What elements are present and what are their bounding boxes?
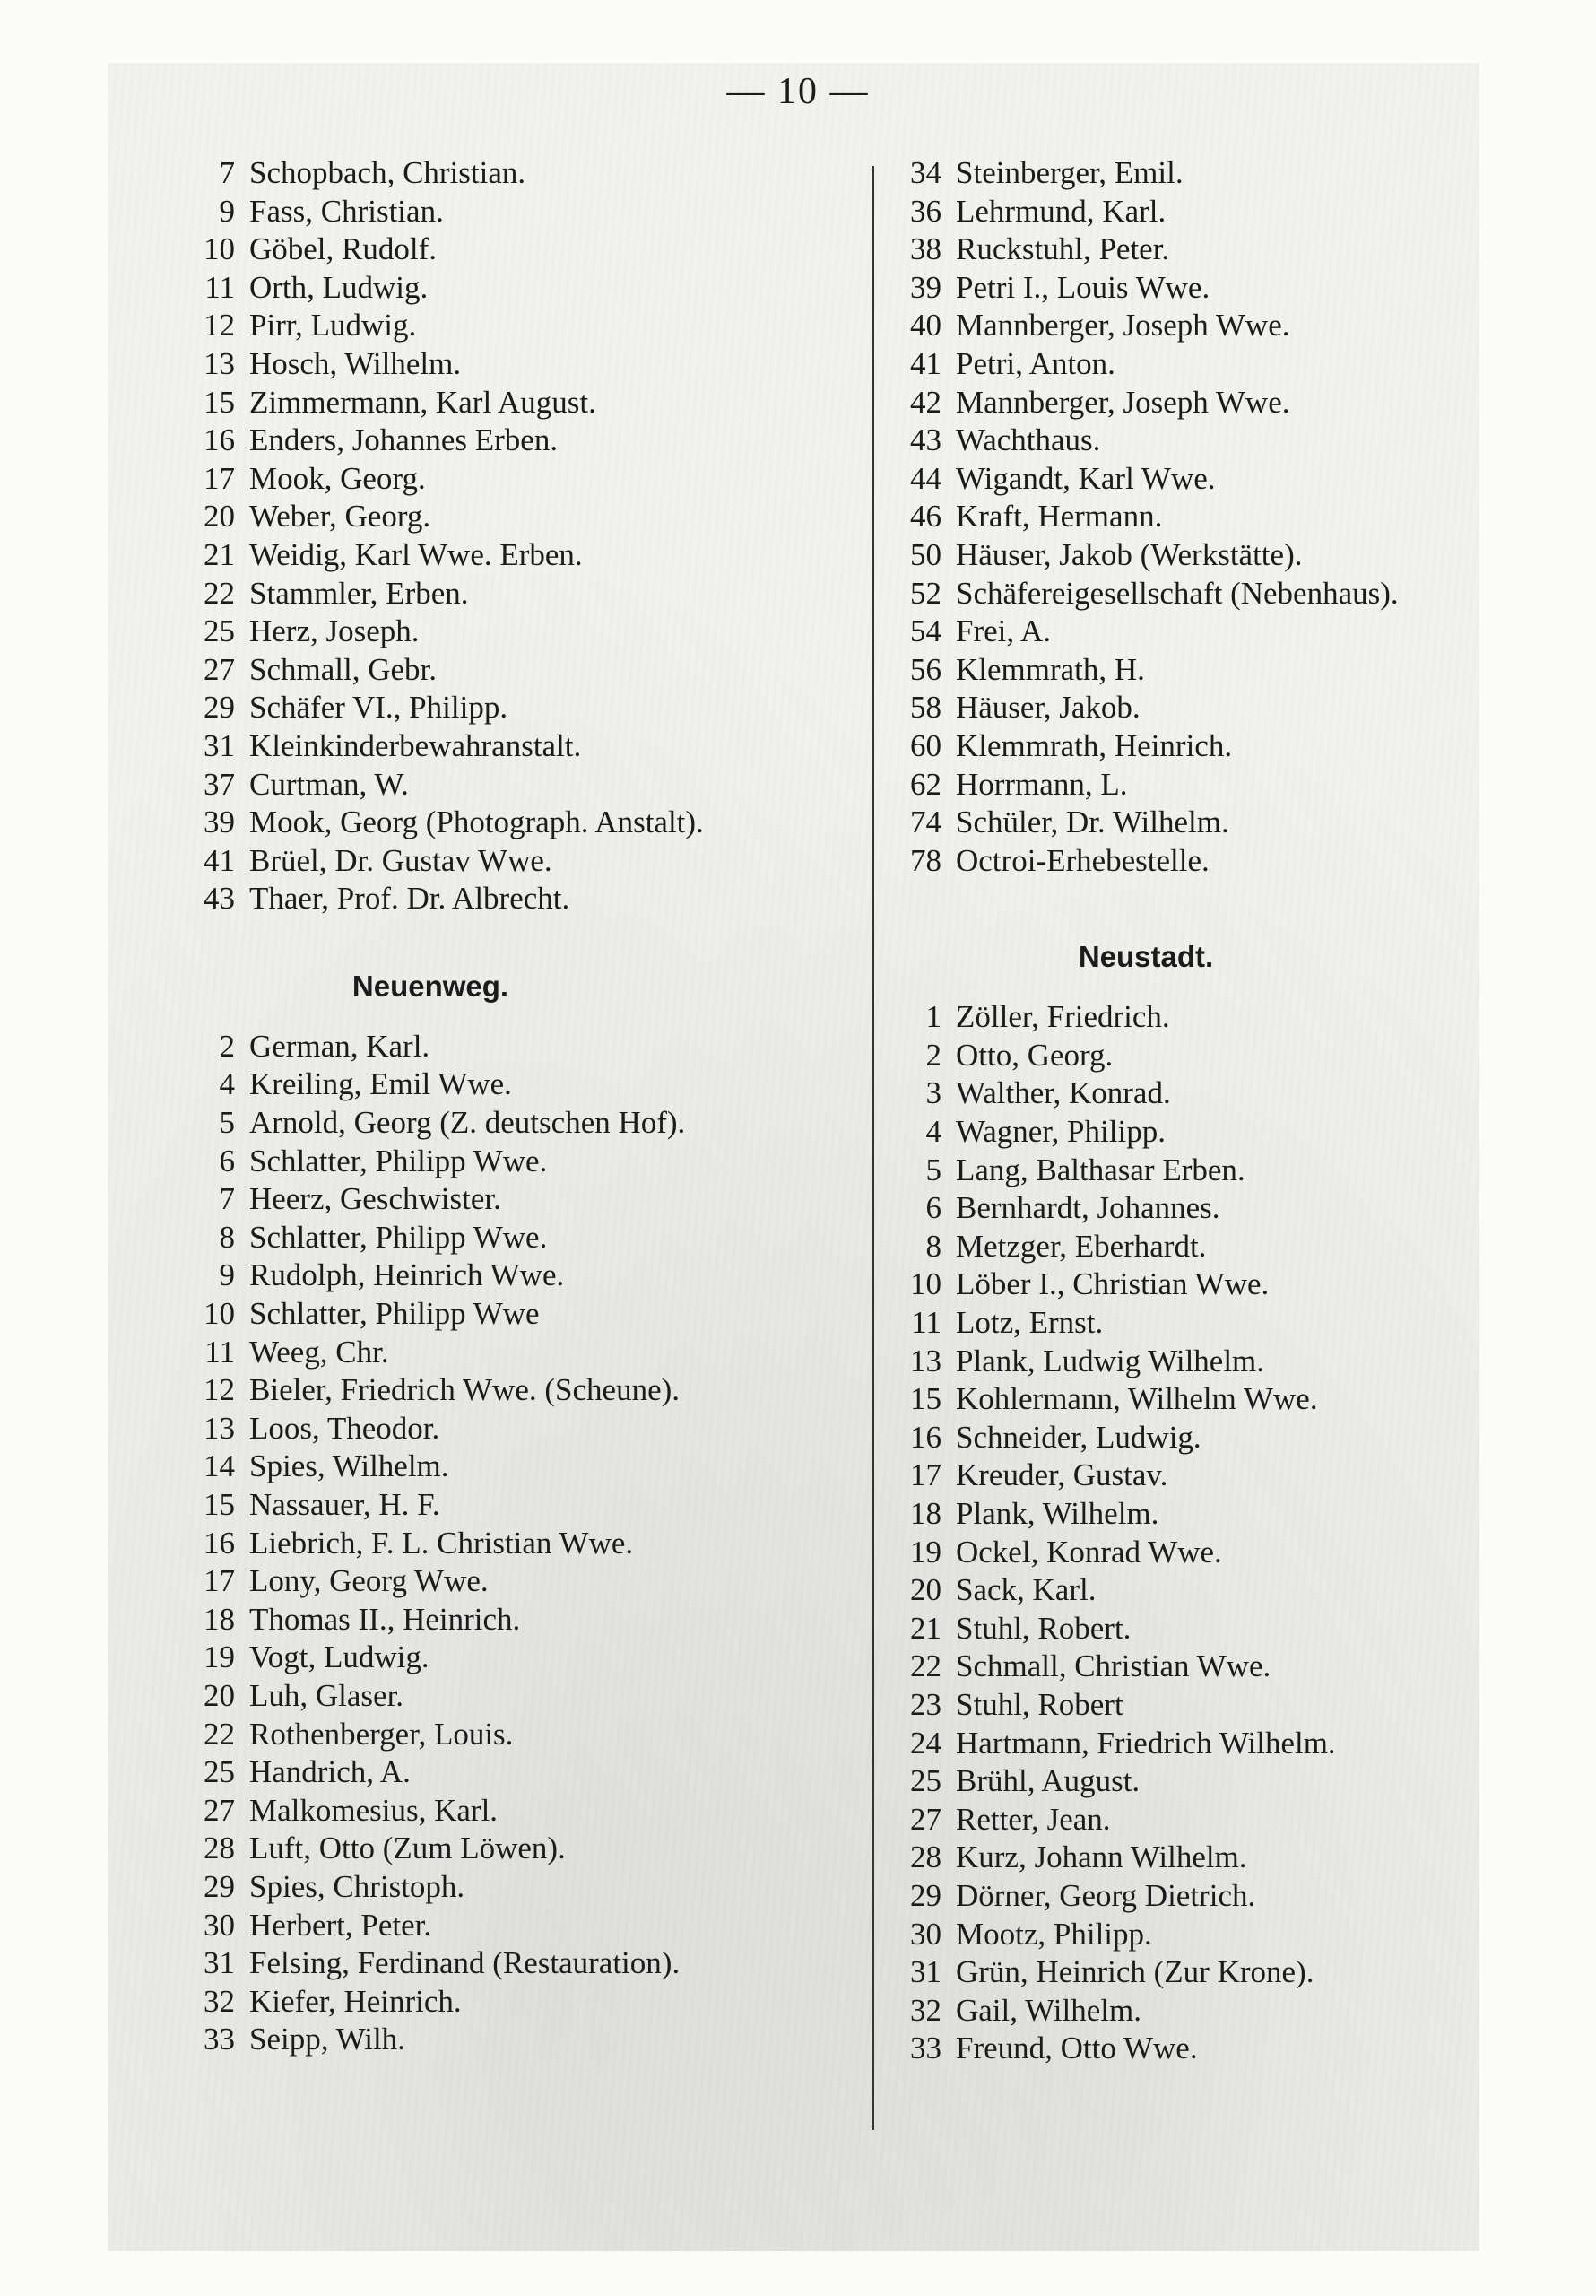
address-entry — [886, 727, 1531, 766]
house-number: 27 — [204, 1792, 235, 1828]
house-number: 10 — [204, 231, 235, 267]
resident-name: Kurz, Johann Wilhelm. — [956, 1839, 1247, 1875]
address-entry — [886, 1762, 1531, 1801]
address-entry — [886, 613, 1531, 651]
house-number: 50 — [910, 536, 941, 572]
resident-name: Malkomesius, Karl. — [249, 1792, 499, 1828]
address-entry — [179, 1868, 879, 1907]
resident-name: Thaer, Prof. Dr. Albrecht. — [249, 881, 570, 917]
resident-name: Schlatter, Philipp Wwe. — [249, 1143, 548, 1178]
house-number: 5 — [925, 1152, 941, 1187]
resident-name: Freund, Otto Wwe. — [956, 2031, 1198, 2066]
resident-name: Fass, Christian. — [249, 193, 444, 229]
house-number: 39 — [204, 804, 235, 840]
resident-name: Kraft, Hermann. — [956, 499, 1163, 535]
resident-name: Kleinkinderbewahranstalt. — [249, 727, 582, 763]
house-number: 30 — [204, 1907, 235, 1943]
resident-name: Göbel, Rudolf. — [249, 231, 438, 267]
resident-name: Steinberger, Emil. — [956, 155, 1184, 190]
address-entry — [179, 1983, 879, 2022]
resident-name: Octroi-Erhebestelle. — [956, 842, 1210, 878]
address-entry — [179, 727, 879, 766]
address-entry — [886, 1113, 1531, 1152]
resident-name: Stuhl, Robert. — [956, 1610, 1132, 1646]
house-number: 16 — [204, 1525, 235, 1561]
page-number: — 10 — — [726, 71, 870, 112]
address-entry — [179, 1944, 879, 1983]
resident-name: Nassauer, H. F. — [249, 1487, 440, 1522]
address-entry — [886, 1495, 1531, 1534]
house-number: 17 — [910, 1457, 941, 1493]
resident-name: Stuhl, Robert — [956, 1686, 1123, 1722]
address-entry — [179, 575, 879, 613]
house-number: 2 — [219, 1028, 235, 1064]
resident-name: Luft, Otto (Zum Löwen). — [249, 1831, 566, 1866]
address-entry — [179, 1143, 879, 1181]
resident-name: Zöller, Friedrich. — [956, 999, 1170, 1035]
address-entry — [179, 1830, 879, 1868]
resident-name: Ockel, Konrad Wwe. — [956, 1534, 1222, 1570]
address-entry — [179, 880, 879, 918]
house-number: 17 — [204, 1563, 235, 1599]
address-entry — [179, 1677, 879, 1716]
section-heading-neuenweg: Neuenweg. — [351, 969, 509, 1003]
house-number: 12 — [204, 1372, 235, 1408]
address-entry — [179, 1104, 879, 1143]
address-entry — [179, 1753, 879, 1792]
resident-name: Schäfereigesellschaft (Nebenhaus). — [956, 575, 1399, 611]
resident-name: Schmall, Christian Wwe. — [956, 1648, 1271, 1684]
house-number: 74 — [910, 804, 941, 840]
house-number: 6 — [219, 1143, 235, 1178]
house-number: 11 — [204, 269, 235, 305]
resident-name: Handrich, A. — [249, 1754, 411, 1790]
resident-name: Orth, Ludwig. — [249, 269, 429, 305]
house-number: 27 — [910, 1801, 941, 1837]
house-number: 41 — [910, 345, 941, 381]
resident-name: Stammler, Erben. — [249, 575, 469, 611]
resident-name: Thomas II., Heinrich. — [249, 1601, 521, 1637]
house-number: 38 — [910, 231, 941, 267]
address-entry — [886, 1228, 1531, 1266]
house-number: 11 — [204, 1334, 235, 1370]
resident-name: Kreiling, Emil Wwe. — [249, 1066, 512, 1102]
house-number: 25 — [204, 613, 235, 649]
resident-name: Heerz, Geschwister. — [249, 1181, 501, 1217]
house-number: 33 — [910, 2031, 941, 2066]
address-entry — [179, 804, 879, 842]
house-number: 5 — [219, 1105, 235, 1141]
house-number: 15 — [204, 1487, 235, 1522]
house-number: 10 — [204, 1296, 235, 1332]
section-gap — [179, 918, 879, 945]
house-number: 17 — [204, 460, 235, 496]
address-entry — [179, 1525, 879, 1563]
resident-name: Weeg, Chr. — [249, 1334, 389, 1370]
resident-name: Plank, Ludwig Wilhelm. — [956, 1343, 1265, 1378]
house-number: 30 — [910, 1916, 941, 1952]
address-entry — [179, 1448, 879, 1486]
resident-name: Hartmann, Friedrich Wilhelm. — [956, 1725, 1336, 1761]
address-entry — [179, 269, 879, 308]
resident-name: Dörner, Georg Dietrich. — [956, 1877, 1256, 1913]
resident-name: Klemmrath, H. — [956, 651, 1145, 687]
address-entry — [179, 1410, 879, 1448]
address-entry — [179, 422, 879, 460]
resident-name: Pirr, Ludwig. — [249, 308, 417, 344]
address-entry — [179, 1486, 879, 1525]
resident-name: Arnold, Georg (Z. deutschen Hof). — [249, 1105, 686, 1141]
resident-name: Schüler, Dr. Wilhelm. — [956, 804, 1229, 840]
address-entry — [886, 1343, 1531, 1381]
address-entry — [179, 230, 879, 269]
resident-name: Brühl, August. — [956, 1763, 1141, 1799]
address-entry — [886, 2030, 1531, 2068]
address-entry — [179, 1792, 879, 1831]
address-entry — [179, 842, 879, 881]
house-number: 58 — [910, 690, 941, 726]
address-entry — [886, 1725, 1531, 1763]
address-entry — [886, 536, 1531, 575]
address-entry — [179, 689, 879, 727]
resident-name: Lehrmund, Karl. — [956, 193, 1167, 229]
address-entry — [886, 230, 1531, 269]
address-entry — [886, 1074, 1531, 1113]
address-entry — [886, 689, 1531, 727]
house-number: 7 — [219, 1181, 235, 1217]
address-entry — [886, 1992, 1531, 2031]
address-entry — [886, 1457, 1531, 1495]
address-entry — [179, 154, 879, 193]
resident-name: Kiefer, Heinrich. — [249, 1983, 462, 2019]
resident-name: Spies, Christoph. — [249, 1868, 465, 1904]
resident-name: Schlatter, Philipp Wwe. — [249, 1219, 548, 1255]
house-number: 1 — [925, 999, 941, 1035]
house-number: 43 — [910, 422, 941, 458]
address-entry — [886, 1877, 1531, 1916]
address-entry — [886, 1304, 1531, 1343]
address-entry — [886, 1265, 1531, 1304]
resident-name: Ruckstuhl, Peter. — [956, 231, 1170, 267]
resident-name: Löber I., Christian Wwe. — [956, 1266, 1270, 1302]
house-number: 31 — [204, 1945, 235, 1981]
house-number: 13 — [204, 345, 235, 381]
resident-name: Retter, Jean. — [956, 1801, 1111, 1837]
house-number: 36 — [910, 193, 941, 229]
address-entry — [179, 1601, 879, 1639]
address-entry — [179, 460, 879, 499]
address-entry — [886, 154, 1531, 193]
resident-name: Mannberger, Joseph Wwe. — [956, 308, 1290, 344]
address-entry — [886, 1571, 1531, 1610]
resident-name: Schlatter, Philipp Wwe — [249, 1296, 540, 1332]
address-entry — [886, 1916, 1531, 1954]
address-entry — [886, 1189, 1531, 1228]
house-number: 15 — [204, 384, 235, 420]
resident-name: Brüel, Dr. Gustav Wwe. — [249, 842, 552, 878]
house-number: 13 — [910, 1343, 941, 1378]
house-number: 21 — [910, 1610, 941, 1646]
resident-name: Plank, Wilhelm. — [956, 1496, 1159, 1531]
house-number: 46 — [910, 499, 941, 535]
address-entry — [179, 536, 879, 575]
house-number: 20 — [204, 499, 235, 535]
address-entry — [886, 1648, 1531, 1686]
address-entry — [179, 1065, 879, 1104]
house-number: 62 — [910, 766, 941, 802]
house-number: 52 — [910, 575, 941, 611]
house-number: 32 — [910, 1992, 941, 2028]
resident-name: Walther, Konrad. — [956, 1075, 1171, 1111]
resident-name: Mootz, Philipp. — [956, 1916, 1152, 1952]
house-number: 37 — [204, 766, 235, 802]
resident-name: Herbert, Peter. — [249, 1907, 432, 1943]
resident-name: Petri I., Louis Wwe. — [956, 269, 1210, 305]
resident-name: Wachthaus. — [956, 422, 1101, 458]
house-number: 29 — [204, 690, 235, 726]
resident-name: Rudolph, Heinrich Wwe. — [249, 1257, 565, 1293]
house-number: 23 — [910, 1686, 941, 1722]
resident-name: Weidig, Karl Wwe. Erben. — [249, 536, 583, 572]
resident-name: Frei, A. — [956, 613, 1051, 649]
house-number: 4 — [219, 1066, 235, 1102]
resident-name: Luh, Glaser. — [249, 1677, 404, 1713]
resident-name: Lony, Georg Wwe. — [249, 1563, 489, 1599]
section-heading-neustadt: Neustadt. — [1078, 940, 1214, 974]
resident-name: Felsing, Ferdinand (Restauration). — [249, 1945, 681, 1981]
house-number: 18 — [204, 1601, 235, 1637]
address-entry — [886, 384, 1531, 422]
resident-name: Klemmrath, Heinrich. — [956, 727, 1233, 763]
resident-name: Schopbach, Christian. — [249, 155, 526, 190]
resident-name: Otto, Georg. — [956, 1037, 1114, 1073]
house-number: 6 — [925, 1190, 941, 1226]
house-number: 28 — [910, 1839, 941, 1875]
address-entry — [886, 1534, 1531, 1572]
house-number: 41 — [204, 842, 235, 878]
resident-name: Seipp, Wilh. — [249, 2022, 405, 2057]
address-entry — [886, 842, 1531, 881]
resident-name: Weber, Georg. — [249, 499, 431, 535]
resident-name: Rothenberger, Louis. — [249, 1716, 514, 1752]
resident-name: Kreuder, Gustav. — [956, 1457, 1168, 1493]
house-number: 31 — [204, 727, 235, 763]
resident-name: Liebrich, F. L. Christian Wwe. — [249, 1525, 634, 1561]
address-entry — [886, 1037, 1531, 1075]
resident-name: Herz, Joseph. — [249, 613, 420, 649]
house-number: 31 — [910, 1954, 941, 1990]
address-entry — [886, 1419, 1531, 1457]
address-entry — [886, 460, 1531, 499]
resident-name: Mook, Georg. — [249, 460, 426, 496]
house-number: 12 — [204, 308, 235, 344]
house-number: 20 — [204, 1677, 235, 1713]
address-entry — [886, 498, 1531, 536]
section-gap — [886, 880, 1531, 916]
resident-name: Zimmermann, Karl August. — [249, 384, 596, 420]
house-number: 16 — [204, 422, 235, 458]
house-number: 2 — [925, 1037, 941, 1073]
address-entry — [179, 651, 879, 690]
resident-name: Häuser, Jakob. — [956, 690, 1141, 726]
resident-name: Spies, Wilhelm. — [249, 1448, 449, 1484]
resident-name: Wagner, Philipp. — [956, 1114, 1166, 1150]
house-number: 25 — [204, 1754, 235, 1790]
house-number: 8 — [219, 1219, 235, 1255]
right-column — [886, 154, 1531, 2068]
house-number: 7 — [219, 155, 235, 190]
address-entry — [886, 766, 1531, 804]
resident-name: Schmall, Gebr. — [249, 651, 437, 687]
house-number: 11 — [911, 1305, 941, 1341]
house-number: 15 — [910, 1381, 941, 1417]
right-list-continued — [886, 154, 1531, 880]
house-number: 4 — [925, 1114, 941, 1150]
address-entry — [179, 1907, 879, 1945]
resident-name: Bernhardt, Johannes. — [956, 1190, 1220, 1226]
resident-name: Curtman, W. — [249, 766, 409, 802]
resident-name: Bieler, Friedrich Wwe. (Scheune). — [249, 1372, 681, 1408]
resident-name: Mook, Georg (Photograph. Anstalt). — [249, 804, 704, 840]
address-entry — [886, 422, 1531, 460]
address-entry — [179, 1295, 879, 1334]
house-number: 60 — [910, 727, 941, 763]
house-number: 33 — [204, 2022, 235, 2057]
address-entry — [179, 1562, 879, 1601]
address-entry — [179, 1716, 879, 1754]
house-number: 22 — [204, 1716, 235, 1752]
house-number: 22 — [910, 1648, 941, 1684]
address-entry — [179, 498, 879, 536]
house-number: 56 — [910, 651, 941, 687]
address-entry — [179, 1028, 879, 1066]
house-number: 3 — [925, 1075, 941, 1111]
house-number: 8 — [925, 1228, 941, 1264]
resident-name: Schäfer VI., Philipp. — [249, 690, 508, 726]
house-number: 25 — [910, 1763, 941, 1799]
resident-name: Wigandt, Karl Wwe. — [956, 460, 1216, 496]
house-number: 13 — [204, 1410, 235, 1446]
house-number: 9 — [219, 1257, 235, 1293]
resident-name: Grün, Heinrich (Zur Krone). — [956, 1954, 1314, 1990]
house-number: 14 — [204, 1448, 235, 1484]
neuenweg-list — [179, 1028, 879, 2059]
address-entry — [886, 345, 1531, 384]
resident-name: Petri, Anton. — [956, 345, 1115, 381]
address-entry — [179, 1371, 879, 1410]
address-entry — [886, 1686, 1531, 1725]
address-entry — [179, 345, 879, 384]
resident-name: Gail, Wilhelm. — [956, 1992, 1141, 2028]
address-entry — [886, 651, 1531, 690]
address-entry — [179, 1219, 879, 1257]
address-entry — [886, 1839, 1531, 1877]
resident-name: German, Karl. — [249, 1028, 430, 1064]
house-number: 34 — [910, 155, 941, 190]
house-number: 20 — [910, 1572, 941, 1608]
house-number: 29 — [910, 1877, 941, 1913]
address-entry — [886, 804, 1531, 842]
resident-name: Hosch, Wilhelm. — [249, 345, 462, 381]
resident-name: Mannberger, Joseph Wwe. — [956, 384, 1290, 420]
house-number: 27 — [204, 651, 235, 687]
address-entry — [179, 307, 879, 345]
address-entry — [179, 1334, 879, 1372]
left-list-continued — [179, 154, 879, 918]
house-number: 32 — [204, 1983, 235, 2019]
house-number: 21 — [204, 536, 235, 572]
address-entry — [179, 2021, 879, 2059]
address-entry — [179, 613, 879, 651]
house-number: 40 — [910, 308, 941, 344]
address-entry — [886, 998, 1531, 1037]
house-number: 22 — [204, 575, 235, 611]
resident-name: Vogt, Ludwig. — [249, 1639, 429, 1675]
house-number: 29 — [204, 1868, 235, 1904]
address-entry — [886, 269, 1531, 308]
address-entry — [886, 1801, 1531, 1839]
address-entry — [886, 1610, 1531, 1648]
address-entry — [179, 1180, 879, 1219]
address-entry — [886, 1953, 1531, 1992]
address-entry — [886, 1152, 1531, 1190]
house-number: 24 — [910, 1725, 941, 1761]
house-number: 28 — [204, 1831, 235, 1866]
house-number: 39 — [910, 269, 941, 305]
address-entry — [886, 307, 1531, 345]
resident-name: Loos, Theodor. — [249, 1410, 440, 1446]
resident-name: Horrmann, L. — [956, 766, 1128, 802]
house-number: 10 — [910, 1266, 941, 1302]
house-number: 44 — [910, 460, 941, 496]
neustadt-list — [886, 998, 1531, 2068]
house-number: 54 — [910, 613, 941, 649]
house-number: 16 — [910, 1419, 941, 1455]
resident-name: Metzger, Eberhardt. — [956, 1228, 1207, 1264]
address-entry — [179, 384, 879, 422]
house-number: 19 — [910, 1534, 941, 1570]
house-number: 19 — [204, 1639, 235, 1675]
resident-name: Lang, Balthasar Erben. — [956, 1152, 1245, 1187]
house-number: 9 — [219, 193, 235, 229]
house-number: 78 — [910, 842, 941, 878]
address-entry — [886, 193, 1531, 231]
address-entry — [179, 1639, 879, 1677]
address-entry — [886, 575, 1531, 613]
resident-name: Häuser, Jakob (Werkstätte). — [956, 536, 1303, 572]
house-number: 18 — [910, 1496, 941, 1531]
resident-name: Kohlermann, Wilhelm Wwe. — [956, 1381, 1318, 1417]
resident-name: Sack, Karl. — [956, 1572, 1097, 1608]
resident-name: Enders, Johannes Erben. — [249, 422, 559, 458]
address-entry — [179, 1257, 879, 1295]
address-entry — [179, 193, 879, 231]
address-entry — [179, 766, 879, 804]
house-number: 42 — [910, 384, 941, 420]
house-number: 43 — [204, 881, 235, 917]
resident-name: Schneider, Ludwig. — [956, 1419, 1201, 1455]
resident-name: Lotz, Ernst. — [956, 1305, 1104, 1341]
left-column — [179, 154, 879, 2059]
address-entry — [886, 1380, 1531, 1419]
